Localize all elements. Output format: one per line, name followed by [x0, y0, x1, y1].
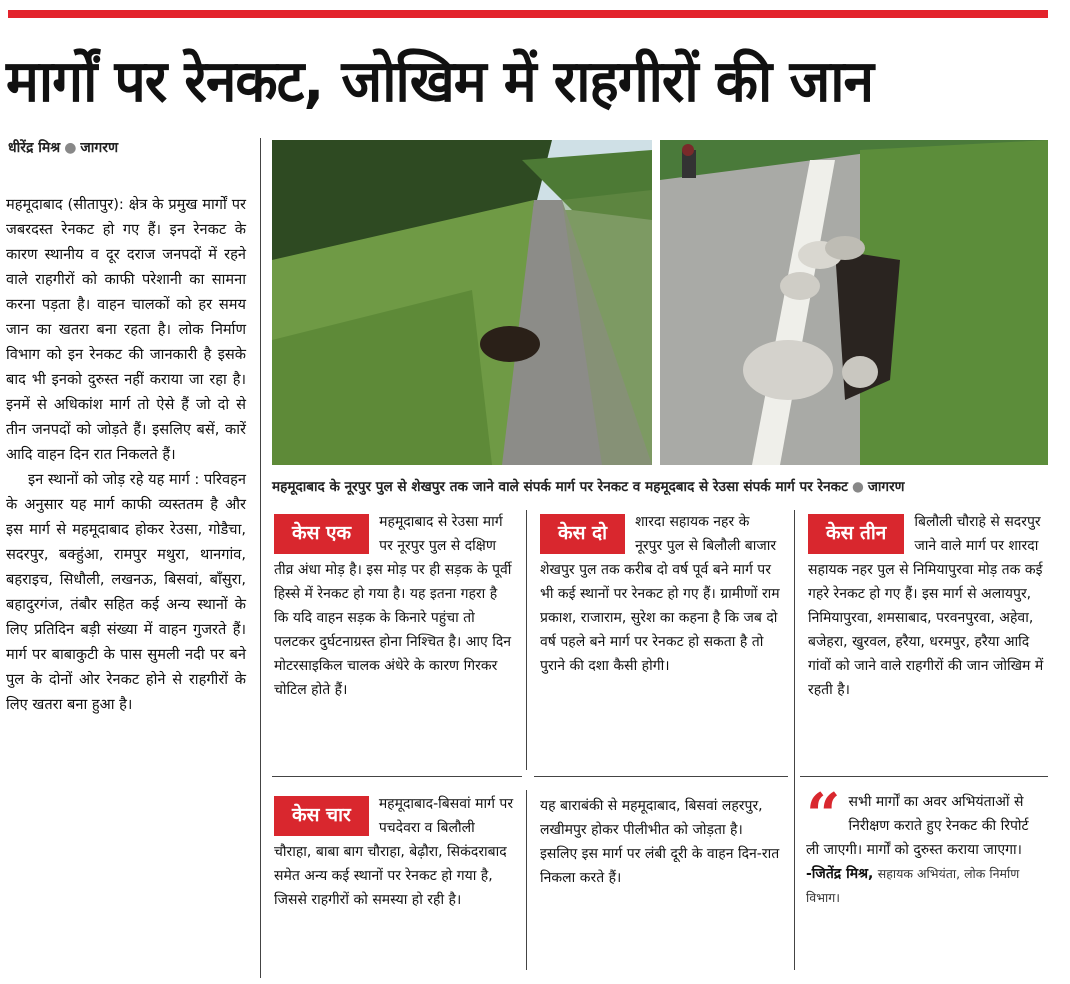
top-red-rule: [8, 10, 1048, 18]
case-three-badge: केस तीन: [808, 514, 904, 554]
quote-mark-icon: “: [806, 781, 841, 851]
column-divider: [794, 510, 795, 970]
case-two: [540, 510, 780, 678]
section-rule: [534, 776, 788, 777]
byline-author: धीरेंद्र मिश्र: [8, 140, 61, 156]
bullet-dot: ●: [64, 140, 77, 156]
case-four-badge: केस चार: [274, 796, 369, 836]
quote-text: सभी मार्गों का अवर अभियंताओं से निरीक्षण कराते हुए रेनकट की रिपोर्ट ली जाएगी। मार्गों को दुरुस्त कराया जाएगा।: [806, 794, 1029, 858]
photo-road-rain-cut-1: [272, 140, 652, 465]
photo-caption-source: जागरण: [867, 479, 905, 495]
paragraph-intro: महमूदाबाद (सीतापुर): क्षेत्र के प्रमुख मार्गों पर जबरदस्त रेनकट हो गए हैं। इन रेनकट के कारण स्थानीय व दूर दराज जनपदों में रहने वाले राहगीरों को काफी परेशानी का सामना करना पड़ता है। वाहन चालकों को हर समय जान का खतरा बना रहता है। लोक निर्माण विभाग को इन रेनकट की जानकारी है इसके बाद भी इनको दुरुस्त नहीं कराया जा रहा है। इनमें से अधिकांश मार्ग तो ऐसे हैं जो दो से तीन जनपदों को जोड़ते हैं। इसलिए बसें, कारें आदि वाहन दिन रात निकलते हैं।: [6, 196, 246, 463]
photo-road-rain-cut-2: [660, 140, 1048, 465]
case-four-continued: [540, 794, 780, 890]
quote-signature: -जितेंद्र मिश्र,: [806, 866, 874, 882]
photo-1-illustration: [272, 140, 652, 465]
case-three: [808, 510, 1048, 702]
section-rule: [800, 776, 1048, 777]
case-four-continued-text: यह बाराबंकी से महमूदाबाद, बिसवां लहरपुर, लखीमपुर होकर पीलीभीत को जोड़ता है। इसलिए इस मार्ग पर लंबी दूरी के वाहन दिन-रात निकला करते हैं।: [540, 798, 780, 886]
case-one-badge: केस एक: [274, 514, 369, 554]
column-divider: [526, 510, 527, 770]
photo-2-illustration: [660, 140, 1048, 465]
column-divider: [260, 138, 261, 978]
quote-role: सहायक अभियंता, लोक निर्माण विभाग।: [806, 866, 1020, 905]
case-one-text: महमूदाबाद से रेउसा मार्ग पर नूरपुर पुल से दक्षिण तीव्र अंधा मोड़ है। इस मोड़ पर ही सड़क के पूर्वी हिस्से में रेनकट हो गया है। यह इतना गहरा है कि यदि वाहन सड़क के किनारे पहुंचा तो पलटकर दुर्घटनाग्रस्त होना निश्चित है। आए दिन मोटरसाइकिल चालक अंधेरे के कारण गिरकर चोटिल होते हैं।: [274, 514, 512, 698]
headline: मार्गों पर रेनकट, जोखिम में राहगीरों की जान: [6, 47, 874, 115]
case-one: [274, 510, 514, 702]
official-quote: [806, 781, 1046, 910]
photo-caption: [272, 476, 1052, 495]
column-divider: [526, 790, 527, 970]
section-rule: [272, 776, 522, 777]
case-four: [274, 792, 514, 912]
byline-source: जागरण: [80, 140, 119, 156]
byline: [8, 138, 118, 157]
paragraph-routes: इन स्थानों को जोड़ रहे यह मार्ग : परिवहन के अनुसार यह मार्ग काफी व्यस्ततम है और इस मार्ग से महमूदाबाद होकर रेउसा, गोडैचा, सदरपुर, बक्हुंआ, रामपुर मथुरा, थानगांव, बहराइच, सिधौली, लखनऊ, बिसवां, बाँसुरा, बहादुरगंज, तंबौर सहित कई अन्य स्थानों के लिए प्रतिदिन बड़ी संख्या में वाहन गुजरते हैं। मार्ग पर बाबाकुटी के पास सुमली नदी पर बने पुल के दोनों ओर रेनकट होने से राहगीरों के लिए खतरा बना हुआ है।: [6, 471, 246, 713]
case-two-badge: केस दो: [540, 514, 625, 554]
case-two-text: शारदा सहायक नहर के नूरपुर पुल से बिलौली बाजार शेखपुर पुल तक करीब दो वर्ष पूर्व बने मार्ग पर भी कई स्थानों पर रेनकट हो गए हैं। ग्रामीणों राम प्रकाश, राजाराम, सुरेश का कहना है कि जब दो वर्ष पहले बने मार्ग पर रेनकट हो सकता है तो पुराने की दशा कैसी होगी।: [540, 514, 780, 674]
case-four-text: महमूदाबाद-बिसवां मार्ग पर पचदेवरा व बिलौली चौराहा, बाबा बाग चौराहा, बेढ़ौरा, सिकंदराबाद समेत अन्य कई स्थानों पर रेनकट हो गया है, जिससे राहगीरों को समस्या हो रही है।: [274, 796, 514, 908]
case-three-text: बिलौली चौराहे से सदरपुर जाने वाले मार्ग पर शारदा सहायक नहर पुल से निमियापुरवा मोड़ तक कई गहरे रेनकट हो गए हैं। इस मार्ग से अलायपुर, निमियापुरवा, शमसाबाद, परवनपुरवा, अहेवा, बजेहरा, खुरवल, हरैया, धरमपुर, हरैया आदि गांवों को जाने वाले राहगीरों की जान जोखिम में रहती है।: [808, 514, 1044, 698]
photo-caption-text: महमूदाबाद के नूरपुर पुल से शेखपुर तक जाने वाले संपर्क मार्ग पर रेनकट व महमूदबाद से रेउसा संपर्क मार्ग पर रेनकट: [272, 479, 848, 495]
left-column-text: [6, 192, 246, 717]
bullet-dot: ●: [851, 479, 864, 495]
